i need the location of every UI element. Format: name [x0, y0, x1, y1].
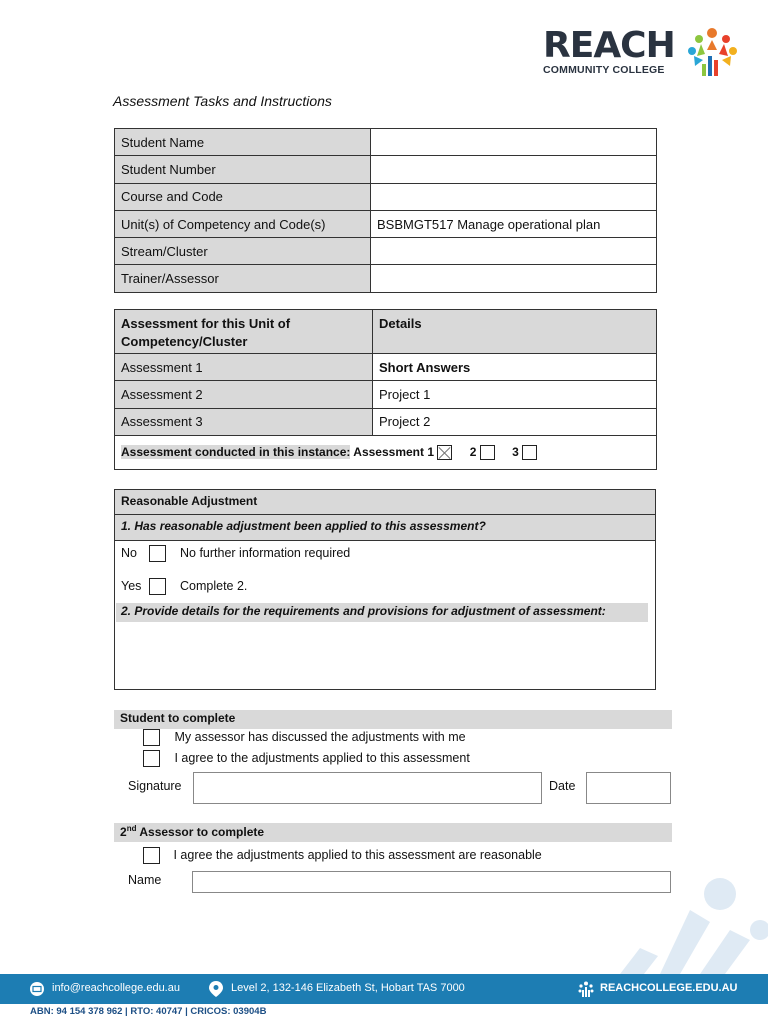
- second-assessor-title-text: Assessor to complete: [136, 825, 265, 839]
- logo-tree-icon: [683, 26, 741, 78]
- stream-cluster-field[interactable]: [371, 238, 657, 265]
- student-name-field[interactable]: [371, 129, 657, 156]
- assessment-header-left: Assessment for this Unit of Competency/Cluster: [115, 310, 373, 354]
- assessment-conducted-cell: [115, 435, 657, 469]
- assessment-2-checkbox[interactable]: [480, 445, 495, 460]
- yes-checkbox[interactable]: [149, 578, 166, 595]
- trainer-assessor-label: Trainer/Assessor: [115, 265, 371, 292]
- assessor-agreement-text: I agree the adjustments applied to this assessment are reasonable: [173, 847, 542, 862]
- table-row: [115, 210, 657, 237]
- table-row: [115, 238, 657, 265]
- assessment-header-right: Details: [373, 310, 657, 354]
- yes-option-row: [121, 578, 247, 595]
- footer-email[interactable]: info@reachcollege.edu.au: [52, 982, 180, 994]
- assessment-1-value: Short Answers: [373, 354, 657, 381]
- footer-address: Level 2, 132-146 Elizabeth St, Hobart TAS 7000: [231, 982, 465, 994]
- assessment-3-label: Assessment 3: [115, 408, 373, 435]
- table-row: [115, 156, 657, 183]
- location-pin-icon: [209, 981, 223, 997]
- student-number-label: Student Number: [115, 156, 371, 183]
- assessment-conducted-row: [115, 435, 657, 469]
- name-field[interactable]: [192, 871, 671, 893]
- assessment-2-label: Assessment 2: [115, 381, 373, 408]
- footer-registration: ABN: 94 154 378 962 | RTO: 40747 | CRICOS: 03904B: [30, 1006, 267, 1017]
- signature-label: Signature: [128, 779, 182, 793]
- student-name-label: Student Name: [115, 129, 371, 156]
- name-label: Name: [128, 873, 162, 887]
- student-agreement-2-checkbox[interactable]: [143, 750, 160, 767]
- assessment-2-value: Project 1: [373, 381, 657, 408]
- signature-field[interactable]: [193, 772, 542, 804]
- reasonable-adjustment-question-1: 1. Has reasonable adjustment been applied to this assessment?: [115, 515, 655, 541]
- reach-logo: [541, 26, 741, 80]
- yes-label: Yes: [121, 578, 142, 593]
- logo-subtitle: COMMUNITY COLLEGE: [543, 64, 665, 76]
- table-row: [115, 381, 657, 408]
- student-number-field[interactable]: [371, 156, 657, 183]
- yes-description: Complete 2.: [180, 578, 248, 593]
- email-icon: [30, 982, 44, 996]
- second-assessor-ordinal: 2: [120, 825, 127, 839]
- footer-website[interactable]: REACHCOLLEGE.EDU.AU: [600, 982, 738, 994]
- course-code-field[interactable]: [371, 183, 657, 210]
- table-row: [115, 265, 657, 292]
- logo-wordmark: REACH: [543, 25, 675, 66]
- footer-bar: [0, 974, 768, 1004]
- assessment-conducted-prefix: Assessment 1: [353, 444, 434, 459]
- student-complete-title: Student to complete: [114, 710, 672, 729]
- assessor-agreement-checkbox[interactable]: [143, 847, 160, 864]
- second-assessor-ordinal-suffix: nd: [126, 824, 137, 833]
- reasonable-adjustment-title: Reasonable Adjustment: [115, 490, 655, 515]
- no-description: No further information required: [180, 545, 351, 560]
- assessment-3-checkbox[interactable]: [522, 445, 537, 460]
- assessment-table: [114, 309, 657, 470]
- date-field[interactable]: [586, 772, 671, 804]
- table-row: [115, 408, 657, 435]
- course-code-label: Course and Code: [115, 183, 371, 210]
- reach-tree-small-icon: [578, 981, 594, 997]
- student-agreement-2-row: [143, 750, 470, 767]
- student-agreement-1-row: [143, 729, 466, 746]
- no-option-row: [121, 545, 350, 562]
- stream-cluster-label: Stream/Cluster: [115, 238, 371, 265]
- assessment-3-option-label: 3: [512, 444, 519, 459]
- second-assessor-title: [114, 823, 672, 842]
- trainer-assessor-field[interactable]: [371, 265, 657, 292]
- reasonable-adjustment-question-2: 2. Provide details for the requirements and provisions for adjustment of assessment:: [116, 603, 648, 622]
- student-agreement-1-checkbox[interactable]: [143, 729, 160, 746]
- assessment-1-checkbox[interactable]: [437, 445, 452, 460]
- student-details-table: [114, 128, 657, 293]
- document-title: Assessment Tasks and Instructions: [113, 93, 332, 109]
- no-label: No: [121, 545, 137, 560]
- assessment-conducted-label: Assessment conducted in this instance:: [121, 444, 351, 459]
- no-checkbox[interactable]: [149, 545, 166, 562]
- assessment-3-value: Project 2: [373, 408, 657, 435]
- table-row: [115, 354, 657, 381]
- reasonable-adjustment-section: [114, 489, 656, 690]
- table-row: [115, 183, 657, 210]
- date-label: Date: [549, 779, 576, 793]
- student-agreement-2-text: I agree to the adjustments applied to this assessment: [174, 750, 470, 765]
- assessor-agreement-row: [143, 847, 542, 864]
- unit-competency-field[interactable]: BSBMGT517 Manage operational plan: [371, 210, 657, 237]
- student-agreement-1-text: My assessor has discussed the adjustments with me: [174, 729, 466, 744]
- assessment-1-label: Assessment 1: [115, 354, 373, 381]
- unit-competency-label: Unit(s) of Competency and Code(s): [115, 210, 371, 237]
- assessment-2-option-label: 2: [469, 444, 477, 459]
- table-header-row: [115, 310, 657, 354]
- table-row: [115, 129, 657, 156]
